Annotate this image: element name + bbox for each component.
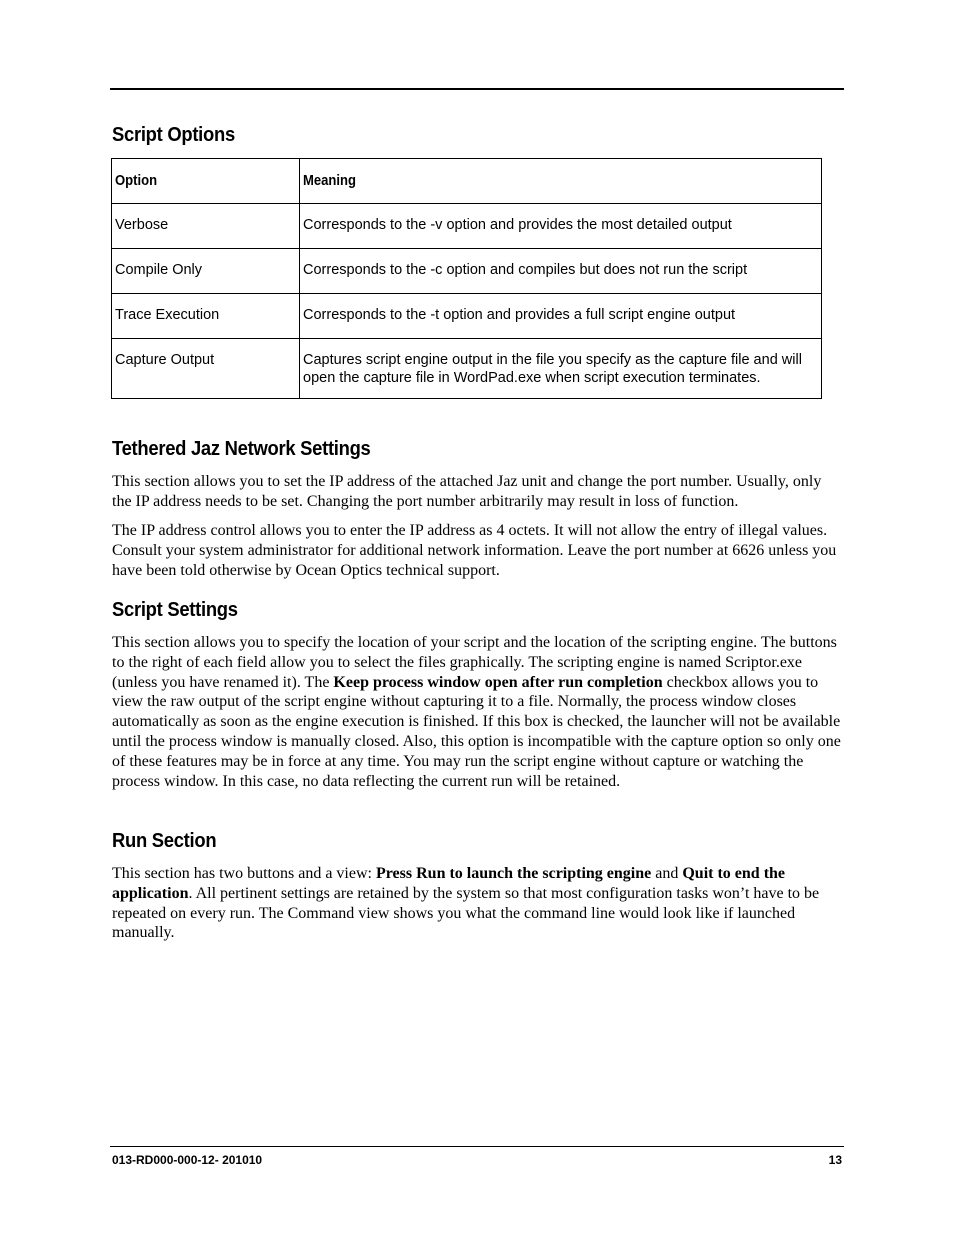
bold-phrase-keep-process-window: Keep process window open after run completion [333, 673, 663, 691]
table-header-meaning: Meaning [300, 159, 822, 204]
table-row [112, 204, 822, 249]
table-cell-option: Trace Execution [112, 294, 300, 339]
run-section-paragraph: This section has two buttons and a view: Press Run to launch the scripting engine and Quit to end the application. All pertinent settings are retained by the system so that most configuration tasks won’t have to be repeated on every run. The Command view shows you what the command line would look like if launched manually. [112, 865, 820, 942]
table-header-row [112, 159, 822, 204]
table-cell-meaning: Corresponds to the -v option and provides the most detailed output [300, 204, 822, 249]
table-cell-meaning: Corresponds to the -c option and compiles but does not run the script [300, 249, 822, 294]
bold-phrase-press-run: Press Run to launch the scripting engine [375, 865, 652, 882]
script-settings-paragraph: This section allows you to specify the location of your script and the location of the scripting engine. The buttons to the right of each field allow you to select the files graphically. The scripting engine is named Scriptor.exe (unless you have renamed it). The Keep process window open after run completion checkbox allows you to view the raw output of the script engine without capturing it to a file. Normally, the process window closes automatically as soon as the engine execution is finished. If this box is checked, the launcher will not be available until the process window is manually closed. Also, this option is incompatible with the capture option so only one of these features may be in force at any time. You may run the script engine without capture or watching the process window. In this case, no data reflecting the current run will be retained. [112, 634, 841, 790]
footer-doc-number: 013-RD000-000-12- 201010 [112, 1153, 263, 1167]
table-cell-meaning: Captures script engine output in the file you specify as the capture file and will open the capture file in WordPad.exe when script execution terminates. [300, 339, 822, 399]
table-cell-option: Capture Output [112, 339, 300, 399]
table-row [112, 294, 822, 339]
footer-rule [110, 1146, 844, 1147]
tethered-paragraph-1: This section allows you to set the IP address of the attached Jaz unit and change the port number. Usually, only the IP address needs to be set. Changing the port number arbitrarily may result in loss of function. [112, 473, 822, 510]
table-row [112, 339, 822, 399]
section-heading-run-section: Run Section [112, 830, 217, 852]
section-heading-script-settings: Script Settings [112, 599, 238, 621]
header-rule [110, 88, 844, 90]
table-cell-option: Compile Only [112, 249, 300, 294]
table-row [112, 249, 822, 294]
section-heading-tethered-jaz: Tethered Jaz Network Settings [112, 438, 371, 460]
table-header-option: Option [112, 159, 300, 204]
footer-page-number: 13 [828, 1153, 842, 1167]
section-heading-script-options: Script Options [112, 124, 235, 146]
tethered-paragraph-2: The IP address control allows you to enter the IP address as 4 octets. It will not allow the entry of illegal values. Consult your system administrator for additional network information. Leave the port number at 6626 unless you have been told otherwise by Ocean Optics technical support. [112, 522, 837, 579]
table-cell-meaning: Corresponds to the -t option and provides a full script engine output [300, 294, 822, 339]
bold-phrase-quit: Quit to end the application [112, 865, 786, 902]
script-options-table [111, 158, 822, 399]
table-cell-option: Verbose [112, 204, 300, 249]
